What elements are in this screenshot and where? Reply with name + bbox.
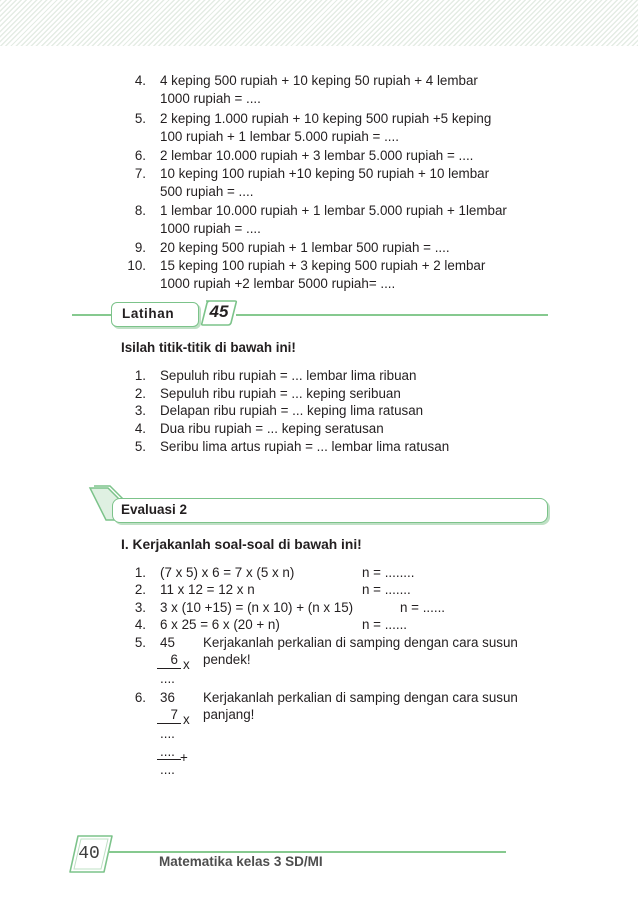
item-text: Seribu lima artus rupiah = ... lembar lima ratusan (160, 439, 450, 454)
answer-dots: .... (160, 671, 175, 686)
item-text: 15 keping 100 rupiah + 3 keping 500 rupiah + 2 lembar (160, 258, 486, 273)
item-number: 5. (134, 439, 146, 454)
section-rule-right (236, 314, 548, 316)
answer-blank: n = ....... (362, 582, 411, 597)
footer-rule (108, 851, 506, 853)
equation: 3 x (10 +15) = (n x 10) + (n x 15) (160, 600, 354, 615)
answer-blank: n = ...... (400, 600, 446, 615)
item-text: 1000 rupiah = .... (160, 91, 261, 106)
item-text: 4 keping 500 rupiah + 10 keping 50 rupiah + 4 lembar (160, 73, 478, 88)
item-text: 2 lembar 10.000 rupiah + 3 lembar 5.000 rupiah = .... (160, 148, 474, 163)
evaluasi-tag (112, 498, 548, 523)
evaluasi-label: Evaluasi 2 (121, 502, 188, 517)
item-number: 6. (134, 148, 146, 163)
item-number: 1. (134, 565, 146, 580)
item-text: Dua ribu rupiah = ... keping seratusan (160, 421, 384, 436)
section-rule-left (72, 314, 112, 316)
item-number: 4. (134, 73, 146, 88)
item-number: 7. (134, 166, 146, 181)
item-number: 2. (134, 582, 146, 597)
item-text: 10 keping 100 rupiah +10 keping 50 rupiah + 10 lembar (160, 166, 490, 181)
item-number: 6. (134, 690, 146, 705)
item-number: 4. (134, 617, 146, 632)
multiplicand: 45 (160, 635, 175, 650)
item-number: 9. (134, 240, 146, 255)
multiplicand: 36 (160, 690, 175, 705)
page-number-badge (68, 834, 114, 874)
page-number: 40 (78, 844, 100, 864)
item-text: 1000 rupiah +2 lembar 5000 rupiah= .... (160, 276, 396, 291)
sum-line (157, 759, 181, 760)
item-number: 4. (134, 421, 146, 436)
footer-title: Matematika kelas 3 SD/MI (159, 854, 323, 869)
item-number: 3. (134, 600, 146, 615)
item-text: Sepuluh ribu rupiah = ... keping seribuan (160, 386, 401, 401)
latihan-tag (111, 302, 199, 327)
item-instruction: panjang! (203, 707, 255, 722)
sum-line (157, 723, 181, 724)
latihan-label: Latihan (122, 306, 175, 321)
answer-dots: .... (160, 744, 175, 759)
evaluasi-instruction: I. Kerjakanlah soal-soal di bawah ini! (121, 537, 362, 552)
multiplier: 7 (170, 707, 178, 722)
latihan-number-badge (200, 300, 238, 326)
item-number: 5. (134, 635, 146, 650)
multiplier: 6 (170, 652, 178, 667)
answer-blank: n = ...... (362, 617, 408, 632)
item-instruction: pendek! (203, 652, 251, 667)
equation: 6 x 25 = 6 x (20 + n) (160, 617, 280, 632)
item-number: 3. (134, 403, 146, 418)
item-text: 1000 rupiah = .... (160, 221, 261, 236)
item-number: 5. (134, 111, 146, 126)
equation: 11 x 12 = 12 x n (160, 582, 255, 597)
item-text: 2 keping 1.000 rupiah + 10 keping 500 rupiah +5 keping (160, 111, 492, 126)
item-instruction: Kerjakanlah perkalian di samping dengan cara susun (203, 635, 518, 650)
operator-symbol: x (183, 657, 190, 672)
item-text: 500 rupiah = .... (160, 184, 254, 199)
answer-blank: n = ........ (362, 565, 415, 580)
item-text: 100 rupiah + 1 lembar 5.000 rupiah = .... (160, 129, 399, 144)
item-number: 8. (134, 203, 146, 218)
item-number: 2. (134, 386, 146, 401)
latihan-instruction: Isilah titik-titik di bawah ini! (121, 340, 296, 355)
item-text: Sepuluh ribu rupiah = ... lembar lima ribuan (160, 368, 417, 383)
equation: (7 x 5) x 6 = 7 x (5 x n) (160, 565, 295, 580)
item-number: 1. (134, 368, 146, 383)
item-number: 10. (127, 258, 146, 273)
sum-line (157, 668, 181, 669)
decorative-header-band (0, 0, 638, 46)
plus-symbol: + (180, 750, 188, 765)
item-text: Delapan ribu rupiah = ... keping lima ratusan (160, 403, 424, 418)
operator-symbol: x (183, 712, 190, 727)
answer-dots: .... (160, 726, 175, 741)
answer-dots: .... (160, 762, 175, 777)
item-text: 20 keping 500 rupiah + 1 lembar 500 rupiah = .... (160, 240, 450, 255)
latihan-number: 45 (209, 302, 229, 321)
item-text: 1 lembar 10.000 rupiah + 1 lembar 5.000 rupiah + 1lembar (160, 203, 507, 218)
item-instruction: Kerjakanlah perkalian di samping dengan cara susun (203, 690, 518, 705)
